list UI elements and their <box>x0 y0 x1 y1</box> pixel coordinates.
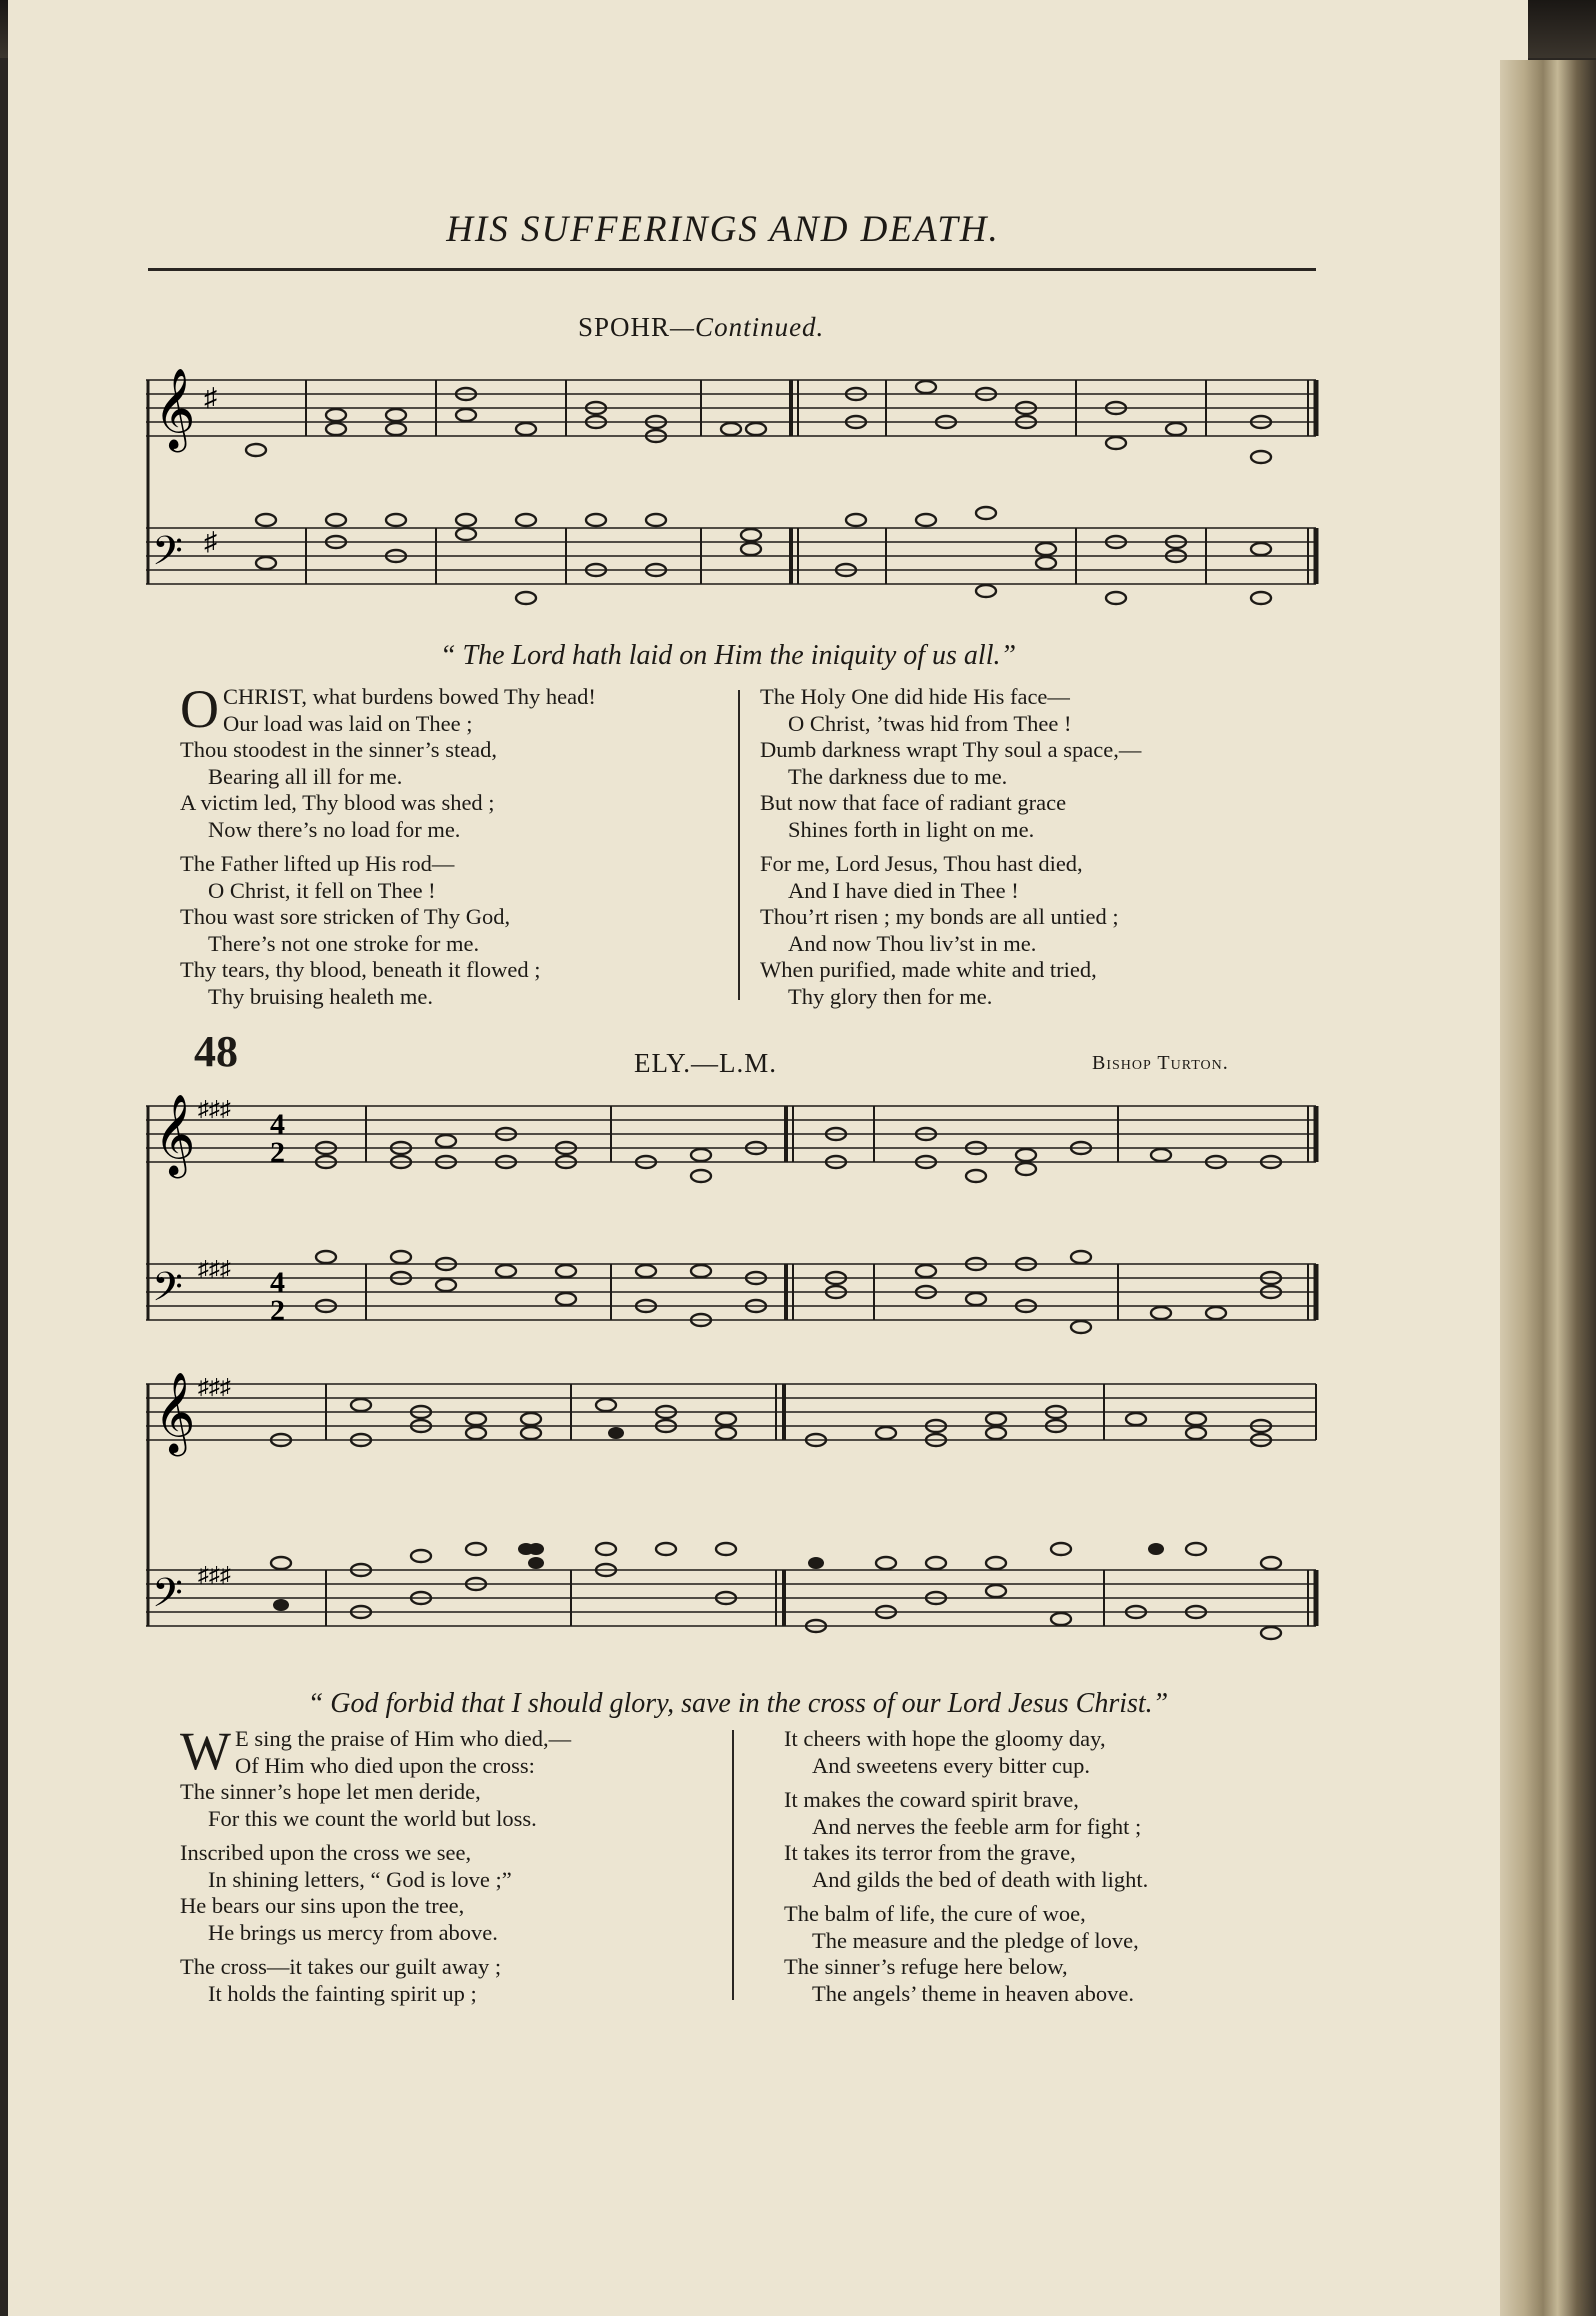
verse-line: Our load was laid on Thee ; <box>223 710 473 736</box>
verse-line: Of Him who died upon the cross: <box>234 1752 535 1778</box>
verse-line: The balm of life, the cure of woe, <box>784 1901 1086 1926</box>
verse-line: It cheers with hope the gloomy day, <box>784 1726 1106 1751</box>
verse-line: When purified, made white and tried, <box>760 957 1097 982</box>
spohr-dropcap: O <box>180 679 219 739</box>
verse-line: And sweetens every bitter cup. <box>812 1752 1091 1778</box>
key-sharp-icon: ♯♯♯ <box>198 1096 231 1121</box>
column-divider <box>738 690 740 1000</box>
verse-line: Dumb darkness wrapt Thy soul a space,— <box>760 737 1142 762</box>
verse-line: The measure and the pledge of love, <box>812 1927 1139 1953</box>
hymnal-page <box>8 0 1528 2316</box>
treble-clef-icon: 𝄞 <box>154 1371 196 1453</box>
page-stack-edge <box>1500 60 1596 2316</box>
running-head: HIS SUFFERINGS AND DEATH. <box>446 209 1000 250</box>
verse-line: And now Thou liv’st in me. <box>788 930 1037 956</box>
verse-line: The sinner’s hope let men deride, <box>180 1779 481 1804</box>
spohr-barlines <box>148 380 1316 584</box>
verse-line: The sinner’s refuge here below, <box>784 1954 1068 1979</box>
key-sharp-icon: ♯♯♯ <box>198 1256 231 1281</box>
key-sharp-icon: ♯ <box>204 383 217 412</box>
bass-clef-icon: 𝄢 <box>152 1264 183 1320</box>
bass-clef-icon: 𝄢 <box>152 528 183 584</box>
spohr-verses-left <box>180 679 740 1010</box>
verse-line: There’s not one stroke for me. <box>208 930 480 956</box>
verse-line: The Holy One did hide His face— <box>760 684 1070 709</box>
ely-score-system-1 <box>146 1086 1326 1356</box>
header-rule <box>148 268 1316 271</box>
ely-dropcap: W <box>180 1721 231 1781</box>
column-divider <box>732 1730 734 2000</box>
verse-line: It takes its terror from the grave, <box>784 1840 1076 1865</box>
verse-line: Thou stoodest in the sinner’s stead, <box>180 737 498 762</box>
verse-line: He bears our sins upon the tree, <box>180 1893 465 1918</box>
time-sig-top: 4 <box>270 1266 285 1299</box>
spohr-score <box>146 360 1326 620</box>
verse-line: And gilds the bed of death with light. <box>812 1866 1149 1892</box>
verse-line: Bearing all ill for me. <box>208 763 403 789</box>
key-sharp-icon: ♯ <box>204 527 217 556</box>
verse-line: Inscribed upon the cross we see, <box>180 1840 472 1865</box>
verse-line: The angels’ theme in heaven above. <box>812 1980 1134 2006</box>
verse-line: The darkness due to me. <box>788 763 1008 789</box>
spohr-title-continued: —Continued. <box>670 312 825 342</box>
spohr-first-line: OCHRIST, what burdens bowed Thy head! <box>180 679 596 739</box>
verse-line: It holds the fainting spirit up ; <box>208 1980 477 2006</box>
verse-line: Thy bruising healeth me. <box>208 983 433 1009</box>
spohr-title-main: SPOHR <box>578 312 671 342</box>
bass-clef-icon: 𝄢 <box>152 1570 183 1626</box>
ely-score-system-2 <box>146 1364 1326 1664</box>
spohr-verses-right <box>760 684 1320 1010</box>
ely-verses-right <box>784 1726 1344 2007</box>
ely-composer: Bishop Turton. <box>1092 1052 1229 1074</box>
ely-title: ELY.—L.M. <box>634 1048 778 1078</box>
verse-line: For me, Lord Jesus, Thou hast died, <box>760 851 1083 876</box>
verse-line: O Christ, ’twas hid from Thee ! <box>788 710 1072 736</box>
verse-line: Thy tears, thy blood, beneath it flowed ; <box>180 957 541 982</box>
ely-scripture-quote: “ God forbid that I should glory, save in the cross of our Lord Jesus Christ.” <box>307 1688 1169 1719</box>
verse-line: He brings us mercy from above. <box>208 1919 498 1945</box>
key-sharp-icon: ♯♯♯ <box>198 1374 231 1399</box>
treble-clef-icon: 𝄞 <box>154 1093 196 1175</box>
verse-line: And nerves the feeble arm for fight ; <box>812 1813 1142 1839</box>
verse-line: A victim led, Thy blood was shed ; <box>180 790 495 815</box>
verse-line: For this we count the world but loss. <box>208 1805 537 1831</box>
spohr-scripture-quote: “ The Lord hath laid on Him the iniquity of us all.” <box>439 640 1017 671</box>
hymn-number: 48 <box>194 1027 238 1076</box>
verse-line: Shines forth in light on me. <box>788 816 1035 842</box>
spohr-treble-staff <box>146 380 1316 436</box>
verse-line: In shining letters, “ God is love ;” <box>208 1866 512 1892</box>
spohr-title <box>578 312 824 343</box>
verse-line: Thou wast sore stricken of Thy God, <box>180 904 511 929</box>
treble-clef-icon: 𝄞 <box>154 367 196 449</box>
verse-line: Now there’s no load for me. <box>208 816 461 842</box>
key-sharp-icon: ♯♯♯ <box>198 1562 231 1587</box>
time-sig-bottom: 2 <box>270 1136 285 1169</box>
ely-verses-left <box>180 1721 740 2007</box>
verse-line: The cross—it takes our guilt away ; <box>180 1954 502 1979</box>
time-sig-bottom: 2 <box>270 1294 285 1327</box>
verse-line: And I have died in Thee ! <box>788 877 1019 903</box>
verse-line: Thy glory then for me. <box>788 983 993 1009</box>
ely-first-line: W E sing the praise of Him who died,— <box>180 1721 572 1781</box>
verse-line: It makes the coward spirit brave, <box>784 1787 1079 1812</box>
time-sig-top: 4 <box>270 1108 285 1141</box>
verse-line: Thou’rt risen ; my bonds are all untied ; <box>760 904 1119 929</box>
verse-line: But now that face of radiant grace <box>760 790 1067 815</box>
verse-line: O Christ, it fell on Thee ! <box>208 877 436 903</box>
verse-line: The Father lifted up His rod— <box>180 851 455 876</box>
spohr-bass-staff <box>146 528 1316 584</box>
